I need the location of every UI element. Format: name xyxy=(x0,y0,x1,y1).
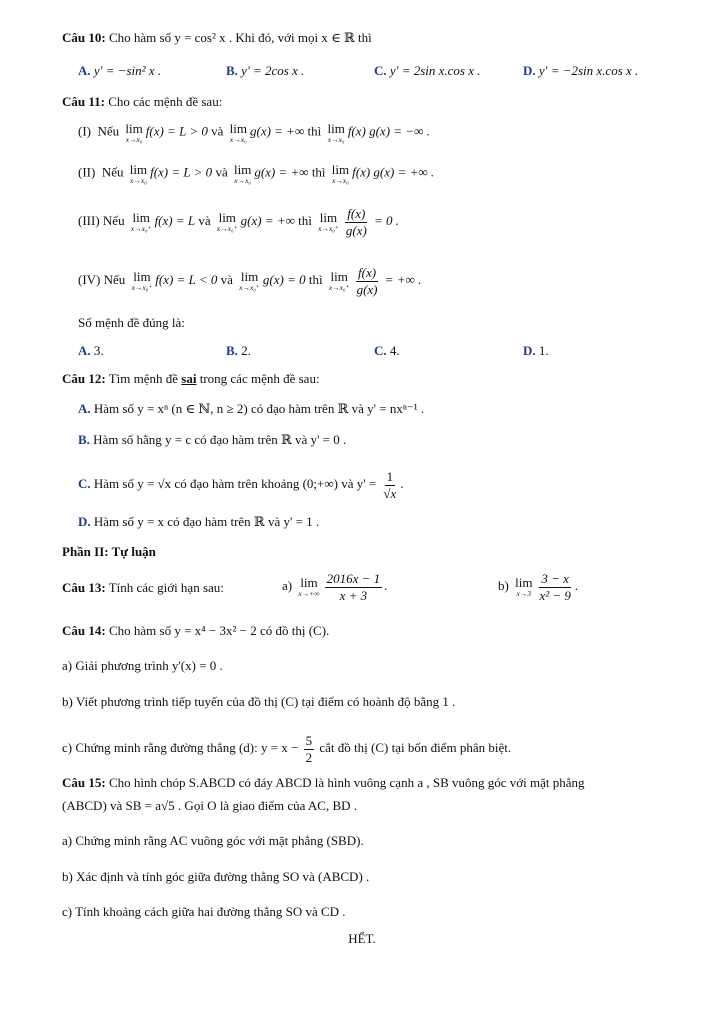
q12-option-d[interactable]: D. Hàm số y = x có đạo hàm trên ℝ và y' = 1 . xyxy=(78,514,320,529)
q11-statement-3: (III) Nếu lim x→x₀⁺ f(x) = L và lim x→x₀⁺ g(x) = +∞ thì lim x→x₀⁺ $\frac{f(x)}{g(x)}$ = 0 . xyxy=(78,206,400,238)
q15-part-b: b) Xác định và tính góc giữa đường thẳng SO và (ABCD) . xyxy=(62,869,370,884)
q11-option-c[interactable]: C. 4. xyxy=(374,343,400,358)
q10-option-d[interactable]: D. y' = −2sin x.cos x . xyxy=(523,63,639,78)
q15-part-c: c) Tính khoảng cách giữa hai đường thẳng SO và CD . xyxy=(62,904,346,919)
q10-text: Cho hàm số y = cos² x . Khi đó, với mọi x ∈ ℝ thì xyxy=(108,30,372,45)
q11-count-text: Số mệnh đề đúng là: xyxy=(78,315,185,330)
q13-part-a: a) lim x→+∞ $\frac{2016x - 1}{x + 3}$ . xyxy=(282,571,388,603)
q12-stem: Câu 12: Tìm mệnh đề sai trong các mệnh đề sau: xyxy=(62,371,320,386)
q10-label: Câu 10: xyxy=(62,30,106,45)
q10-stem xyxy=(62,29,690,47)
q11-option-b[interactable]: B. 2. xyxy=(226,343,251,358)
q11-statement-4: (IV) Nếu lim x→x₀⁺ f(x) = L < 0 và lim x→x₀⁺ g(x) = 0 thì lim x→x₀⁺ $\frac{f(x)}{g(x)}$ = +∞ . xyxy=(78,265,422,297)
q12-option-b[interactable]: B. Hàm số hằng y = c có đạo hàm trên ℝ và y' = 0 . xyxy=(78,432,347,447)
q11-option-a[interactable]: A. 3. xyxy=(78,343,104,358)
end-mark: HẾT. xyxy=(348,931,376,946)
q14-part-b: b) Viết phương trình tiếp tuyến của đồ thị (C) tại điểm có hoành độ bằng 1 . xyxy=(62,694,456,709)
q12-option-c[interactable]: C. Hàm số y = √x có đạo hàm trên khoảng (0;+∞) và y' = $\frac{1}{√x}$ . xyxy=(78,469,404,501)
q15-stem-line1: Câu 15: Cho hình chóp S.ABCD có đáy ABCD là hình vuông cạnh a , SB vuông góc với mặt phẳng xyxy=(62,775,585,790)
q11-option-d[interactable]: D. 1. xyxy=(523,343,549,358)
q10-option-c[interactable]: C. y' = 2sin x.cos x . xyxy=(374,63,481,78)
q10-option-a[interactable]: A. y' = −sin² x . xyxy=(78,63,162,78)
part2-title: Phần II: Tự luận xyxy=(62,544,156,559)
q15-part-a: a) Chứng minh rằng AC vuông góc với mặt phẳng (SBD). xyxy=(62,833,364,848)
q10-option-b[interactable]: B. y' = 2cos x . xyxy=(226,63,305,78)
q11-statement-1: (I) Nếu lim x→x₀ f(x) = L > 0 và lim x→x₀ g(x) = +∞ thì lim x→x₀ f(x) g(x) = −∞ . xyxy=(78,121,430,144)
q14-part-a: a) Giải phương trình y'(x) = 0 . xyxy=(62,658,223,673)
q13-stem: Câu 13: Tính các giới hạn sau: xyxy=(62,580,224,595)
q12-keyword-sai: sai xyxy=(181,371,197,386)
q14-part-c: c) Chứng minh rằng đường thẳng (d): y = x − $\frac{5}{2}$ cắt đồ thị (C) tại bốn điểm phân biệt. xyxy=(62,733,512,765)
q15-stem-line2: (ABCD) và SB = a√5 . Gọi O là giao điểm của AC, BD . xyxy=(62,798,358,813)
q11-stem: Câu 11: Cho các mệnh đề sau: xyxy=(62,94,223,109)
q12-option-a[interactable]: A. Hàm số y = xⁿ (n ∈ ℕ, n ≥ 2) có đạo hàm trên ℝ và y' = nxⁿ⁻¹ . xyxy=(78,401,425,416)
q13-part-b: b) lim x→3 $\frac{3 - x}{\text{x² − 9}}$ . xyxy=(498,571,579,603)
q11-statement-2: (II) Nếu lim x→x₀ f(x) = L > 0 và lim x→x₀ g(x) = +∞ thì lim x→x₀ f(x) g(x) = +∞ . xyxy=(78,162,435,185)
q14-stem: Câu 14: Cho hàm số y = x⁴ − 3x² − 2 có đồ thị (C). xyxy=(62,623,330,638)
